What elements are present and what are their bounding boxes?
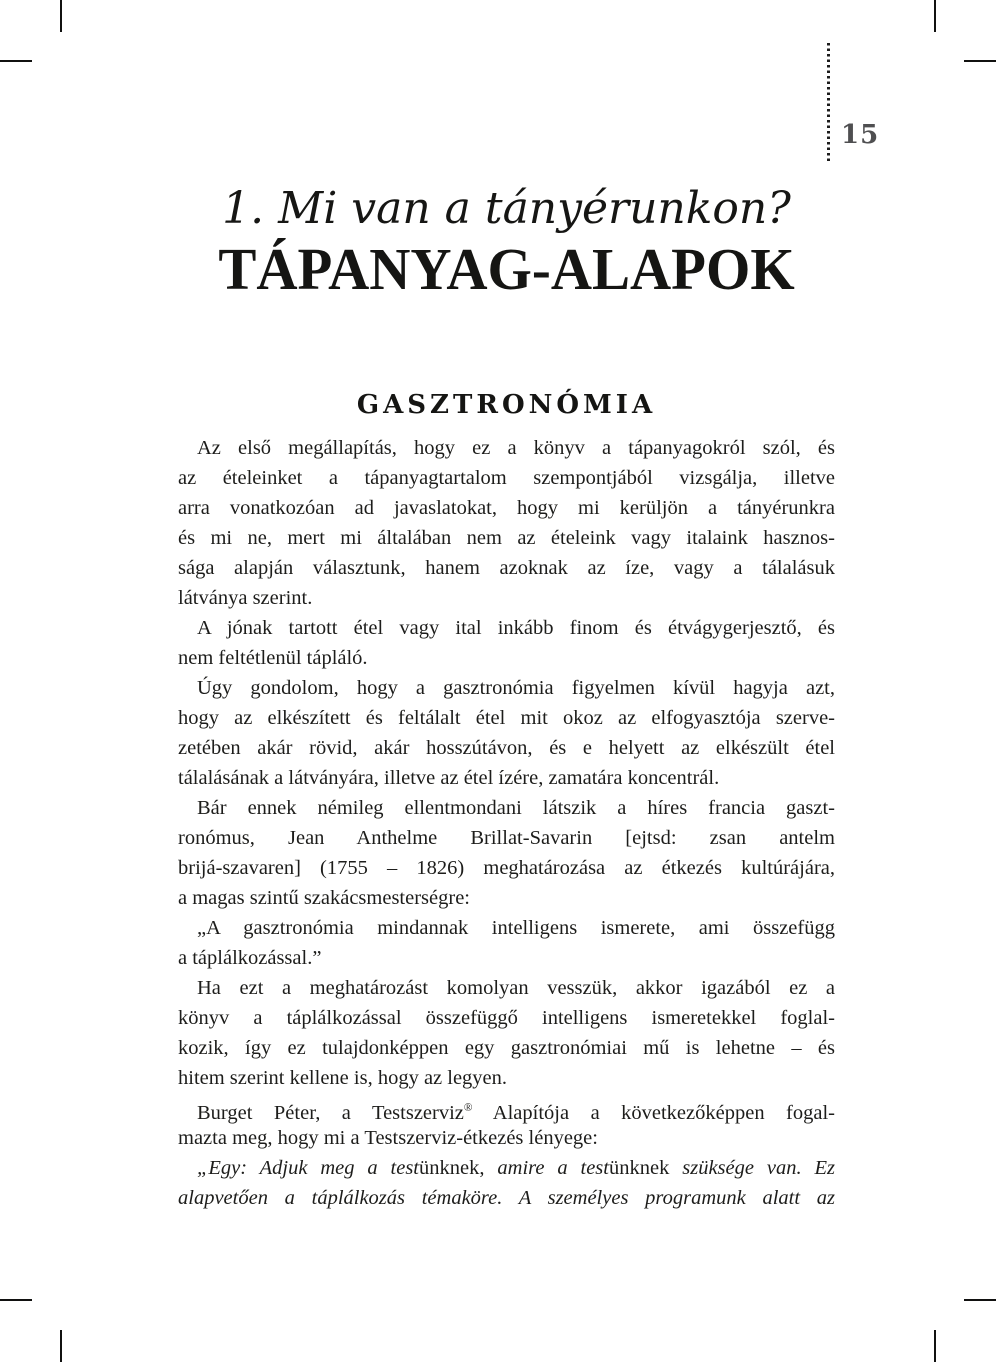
crop-mark-bottom-right-vertical	[934, 1330, 936, 1362]
text-line: Az első megállapítás, hogy ez a könyv a tápanyagokról szól, és	[197, 437, 835, 459]
text-line: az ételeinket a tápanyagtartalom szempontjából vizsgálja, illetve	[178, 467, 835, 489]
text-line: zetében akár rövid, akár hosszútávon, és e helyett az elkészült étel	[178, 737, 835, 759]
body-text	[178, 433, 835, 1213]
crop-mark-top-left-horizontal	[0, 60, 32, 62]
text-line: A jónak tartott étel vagy ital inkább finom és étvágygerjesztő, és	[197, 617, 835, 639]
text-line: hogy az elkészített és feltálalt étel mit okoz az elfogyasztója szerve-	[178, 707, 835, 729]
folio-dashed-rule	[827, 43, 830, 164]
text-line: tálalásának a látványára, illetve az étel ízére, zamatára koncentrál.	[178, 767, 720, 789]
chapter-subtitle: 1. Mi van a tányérunkon?	[222, 183, 791, 234]
text-line: a magas szintű szakácsmesterségre:	[178, 887, 471, 909]
text-line: a táplálkozással.”	[178, 947, 322, 969]
text-line: Burget Péter, a Testszerviz® Alapítója a következőképpen fogal-	[197, 1101, 835, 1124]
text-line: brijá-szavaren] (1755 – 1826) meghatározása az étkezés kultúrájára,	[178, 857, 835, 879]
text-line: Bár ennek némileg ellentmondani látszik a híres francia gaszt-	[197, 797, 835, 819]
text-line: könyv a táplálkozással összefüggő intelligens ismeretekkel foglal-	[178, 1007, 835, 1029]
crop-mark-top-right-vertical	[934, 0, 936, 32]
text-line: „A gasztronómia mindannak intelligens ismerete, ami összefügg	[197, 917, 835, 939]
text-line: alapvetően a táplálkozás témaköre. A személyes programunk alatt az	[178, 1187, 835, 1209]
section-heading: GASZTRONÓMIA	[356, 390, 657, 420]
crop-mark-top-left-vertical	[60, 0, 62, 32]
chapter-title: TÁPANYAG-ALAPOK	[218, 237, 795, 303]
text-line: látványa szerint.	[178, 587, 313, 609]
crop-mark-bottom-right-horizontal	[964, 1299, 996, 1301]
crop-mark-bottom-left-vertical	[60, 1330, 62, 1362]
text-line: nem feltétlenül tápláló.	[178, 647, 368, 669]
text-line: ronómus, Jean Anthelme Brillat-Savarin [ejtsd: zsan antelm	[178, 827, 835, 849]
text-line: Ha ezt a meghatározást komolyan vesszük, akkor igazából ez a	[197, 977, 835, 999]
text-line: mazta meg, hogy mi a Testszerviz-étkezés lényege:	[178, 1127, 598, 1149]
crop-mark-top-right-horizontal	[964, 60, 996, 62]
crop-mark-bottom-left-horizontal	[0, 1299, 32, 1301]
text-line: „Egy: Adjuk meg a testünknek, amire a testünknek szüksége van. Ez	[197, 1157, 835, 1179]
text-line: hitem szerint kellene is, hogy az legyen.	[178, 1067, 508, 1089]
text-line: arra vonatkozóan ad javaslatokat, hogy mi kerüljön a tányérunkra	[178, 497, 835, 519]
text-line: Úgy gondolom, hogy a gasztronómia figyelmen kívül hagyja azt,	[197, 677, 835, 699]
page-number: 15	[841, 120, 880, 150]
text-line: kozik, így ez tulajdonképpen egy gasztronómiai mű is lehetne – és	[178, 1037, 835, 1059]
text-line: és mi ne, mert mi általában nem az ételeink vagy italaink hasznos-	[178, 527, 835, 549]
text-line: sága alapján választunk, hanem azoknak az íze, vagy a tálalásuk	[178, 557, 835, 579]
